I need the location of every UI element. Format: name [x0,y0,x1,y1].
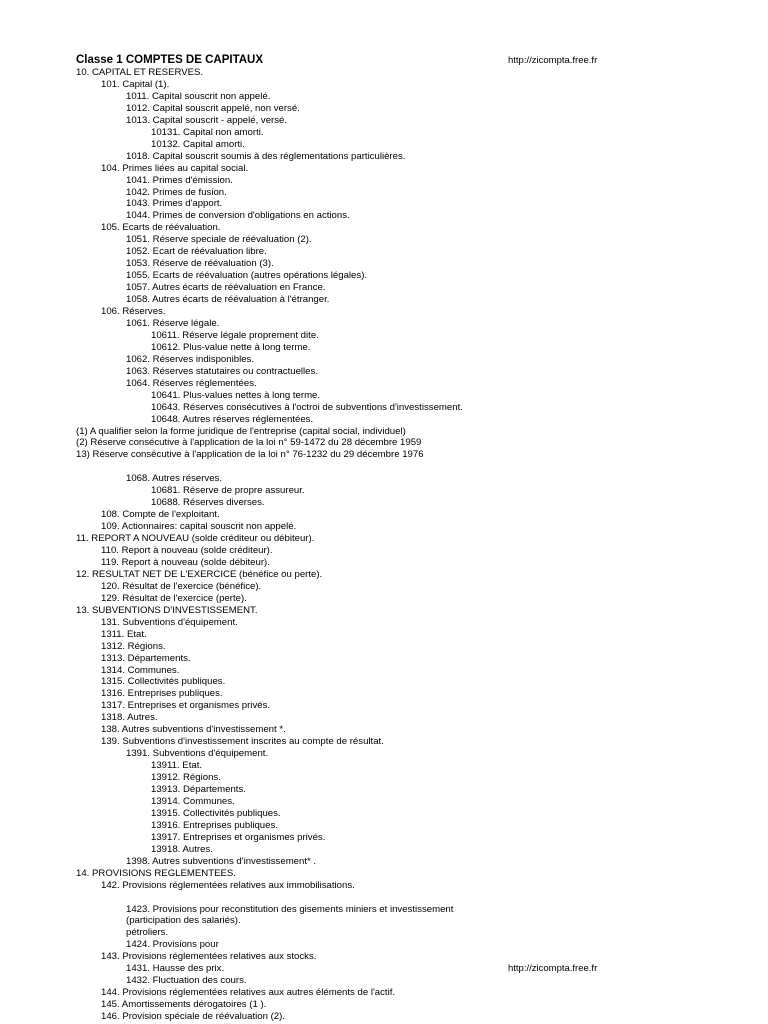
account-line: 10611. Réserve légale proprement dite. [151,329,319,341]
account-line: 145. Amortissements dérogatoires (1 ). [101,999,267,1011]
account-line: 1058. Autres écarts de réévaluation à l'étranger. [126,294,330,306]
account-line: 109. Actionnaires: capital souscrit non appelé. [101,521,297,533]
account-line: 1316. Entreprises publiques. [101,688,223,700]
account-line: (participation des salariés). [126,915,241,927]
account-line: (1) A qualifier selon la forme juridique de l'entreprise (capital social, individuel) [76,425,406,437]
account-line: 1423. Provisions pour reconstitution des gisements miniers et investissement [126,903,454,915]
account-line: 1068. Autres réserves. [126,473,222,485]
account-line: 10648. Autres réserves réglementées. [151,413,314,425]
account-line: 120. Résultat de l'exercice (bénéfice). [101,580,262,592]
account-line: 1312. Régions. [101,640,166,652]
account-line: 105. Ecarts de réévaluation. [101,222,221,234]
account-line: 1055. Ecarts de réévaluation (autres opérations légales). [126,270,368,282]
header-url[interactable]: http://zicompta.free.fr [508,55,598,66]
account-line: 11. REPORT A NOUVEAU (solde créditeur ou débiteur). [76,533,315,545]
account-line: 1018. Capital souscrit soumis à des réglementations particulières. [126,150,406,162]
account-line: 1053. Réserve de réévaluation (3). [126,258,274,270]
account-line: 1011. Capital souscrit non appelé. [126,90,271,102]
account-line: 1041. Primes d'émission. [126,174,233,186]
account-line: 119. Report à nouveau (solde débiteur). [101,556,270,568]
account-line: 14. PROVISIONS REGLEMENTEES. [76,867,236,879]
account-line: 1314. Communes. [101,664,180,676]
account-line: 1013. Capital souscrit - appelé, versé. [126,114,288,126]
account-line: pétroliers. [126,927,169,939]
account-line: 13913. Départements. [151,784,246,795]
account-line: 13916. Entreprises publiques. [151,819,278,831]
account-line: 10641. Plus-values nettes à long terme. [151,389,321,401]
account-line: 1057. Autres écarts de réévaluation en France. [126,282,326,294]
account-line: 13912. Régions. [151,772,221,784]
account-line: 1042. Primes de fusion. [126,186,227,198]
account-line: 143. Provisions réglementées relatives aux stocks. [101,951,317,963]
account-line: 1318. Autres. [101,712,158,724]
account-line: 1012. Capital souscrit appelé, non versé. [126,102,300,114]
account-line: 13918. Autres. [151,843,213,855]
account-line: 1044. Primes de conversion d'obligations en actions. [126,210,350,222]
page-title: Classe 1 COMPTES DE CAPITAUX [76,54,264,66]
account-line: 1317. Entreprises et organismes privés. [101,700,271,712]
account-line: 1064. Réserves réglementées. [126,377,257,389]
account-line: 1061. Réserve légale. [126,317,220,329]
account-line: 1432. Fluctuation des cours. [126,975,247,987]
account-line: 13914. Communes. [151,795,235,807]
account-line: 10131. Capital non amorti. [151,126,264,138]
account-line: 1043. Primes d'apport. [126,198,223,210]
account-line: 13. SUBVENTIONS D'INVESTISSEMENT. [76,604,258,616]
account-line: 1424. Provisions pour [126,939,219,951]
account-line: 144. Provisions réglementées relatives aux autres éléments de l'actif. [101,987,396,999]
account-line: 1051. Réserve speciale de réévaluation (2). [126,234,312,246]
account-line: 10643. Réserves consécutives à l'octroi de subventions d'investissement. [151,401,463,413]
account-line: 138. Autres subventions d'investissement *. [101,724,286,736]
account-line: 10132. Capital amorti. [151,138,245,150]
account-line: 10. CAPITAL ET RESERVES. [76,67,204,78]
account-line: 13915. Collectivités publiques. [151,807,281,819]
account-line: 1062. Réserves indisponibles. [126,353,254,365]
account-line: 10688. Réserves diverses. [151,497,265,509]
account-line: 146. Provision spéciale de réévaluation (2). [101,1011,285,1023]
account-line: 129. Résultat de l'exercice (perte). [101,592,247,604]
account-line: 1398. Autres subventions d'investissement* . [126,855,317,867]
account-line: 10612. Plus-value nette à long terme. [151,341,311,353]
account-line: 1052. Ecart de réévaluation libre. [126,246,267,258]
account-line: 1315. Collectivités publiques. [101,676,226,688]
account-line: 13917. Entreprises et organismes privés. [151,831,326,843]
account-line: 106. Réserves. [101,306,166,317]
account-line: 1431. Hausse des prix. [126,963,225,975]
account-line: 104. Primes liées au capital social. [101,162,249,174]
account-line: 139. Subventions d'investissement inscrites au compte de résultat. [101,736,384,748]
account-line: 1313. Départements. [101,652,191,664]
account-line: 13) Réserve consécutive à l'application de la loi n° 76-1232 du 29 décembre 1976 [76,449,424,461]
account-line: 12. RESULTAT NET DE L'EXERCICE (bénéfice ou perte). [76,568,323,580]
account-line: 110. Report à nouveau (solde créditeur). [101,545,273,556]
footer-url[interactable]: http://zicompta.free.fr [508,963,598,974]
account-line: 13911. Etat. [151,760,203,772]
account-line: 101. Capital (1). [101,78,170,90]
account-line: 1063. Réserves statutaires ou contractuelles. [126,365,318,377]
account-line: 142. Provisions réglementées relatives aux immobilisations. [101,879,355,891]
account-line: 108. Compte de l'exploitant. [101,509,220,521]
account-line: 1391. Subventions d'équipement. [126,748,269,760]
account-line: 10681. Réserve de propre assureur. [151,485,305,497]
account-line: 1311. Etat. [101,628,147,640]
account-line: 131. Subventions d'équipement. [101,616,238,628]
account-line: (2) Réserve consécutive à l'application de la loi n° 59-1472 du 28 décembre 1959 [76,437,422,449]
